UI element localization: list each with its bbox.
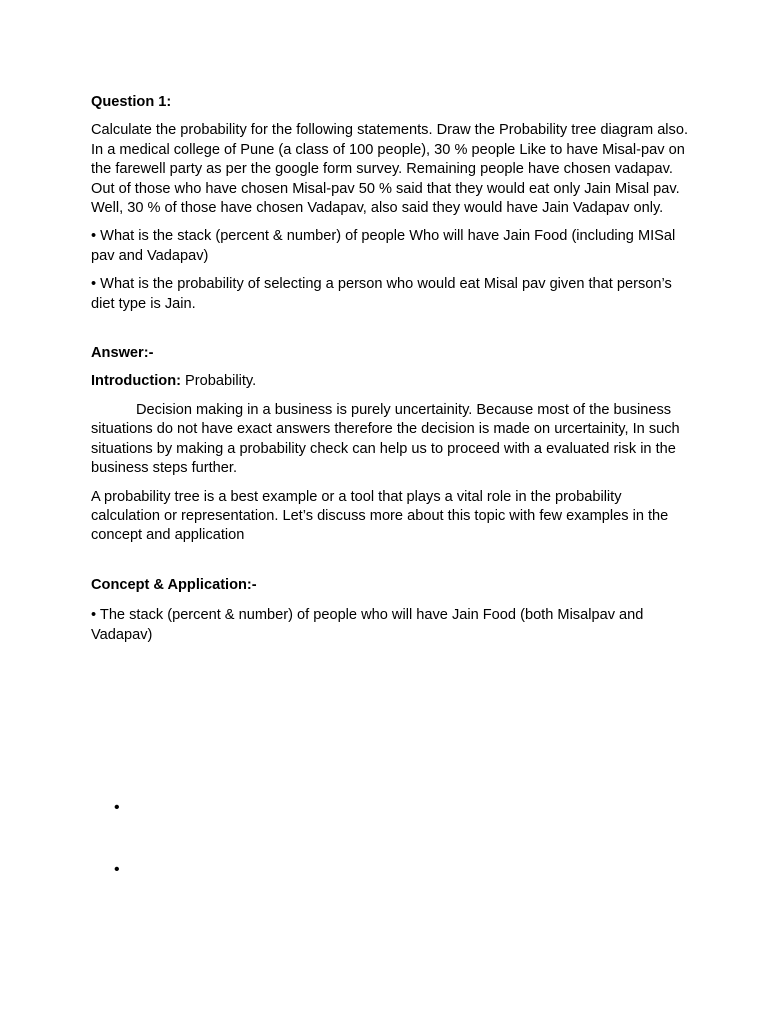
- introduction-line: [91, 372, 691, 391]
- empty-bullet-1: •: [114, 799, 120, 816]
- question-bullet-1: • What is the stack (percent & number) of people Who will have Jain Food (including MISal pav and Vadapav): [91, 228, 676, 264]
- document-page: [91, 93, 691, 654]
- answer-title: Answer:-: [91, 345, 154, 362]
- introduction-text: Probability.: [180, 373, 257, 390]
- question-bullet-2: • What is the probability of selecting a person who would eat Misal pav given that person’s diet type is Jain.: [91, 276, 672, 312]
- empty-bullet-2: •: [114, 861, 120, 878]
- question-body: Calculate the probability for the following statements. Draw the Probability tree diagram also. In a medical college of Pune (a class of 100 people), 30 % people Like to have Misal-pav on the farewell party as per the google form survey. Remaining people have chosen vadapav. Out of those who have chosen Misal-pav 50 % said that they would eat only Jain Misal pav. Well, 30 % of those have chosen Vadapav, also said they would have Jain Vadapav only.: [91, 122, 689, 217]
- concept-bullet-1: • The stack (percent & number) of people who will have Jain Food (both Misalpav and Vadapav): [91, 607, 644, 643]
- answer-paragraph-1: Decision making in a business is purely uncertainity. Because most of the business situations do not have exact answers therefore the decision is made on urcertainity, In such situations by making a probability check can help us to proceed with a evaluated risk in the business steps further.: [91, 401, 680, 477]
- concept-title: Concept & Application:-: [91, 576, 257, 593]
- answer-paragraph-2: A probability tree is a best example or a tool that plays a vital role in the probability calculation or representation. Let’s discuss more about this topic with few examples in the concept and application: [91, 488, 669, 544]
- introduction-label: Introduction:: [91, 373, 181, 390]
- question-title: Question 1:: [91, 94, 172, 110]
